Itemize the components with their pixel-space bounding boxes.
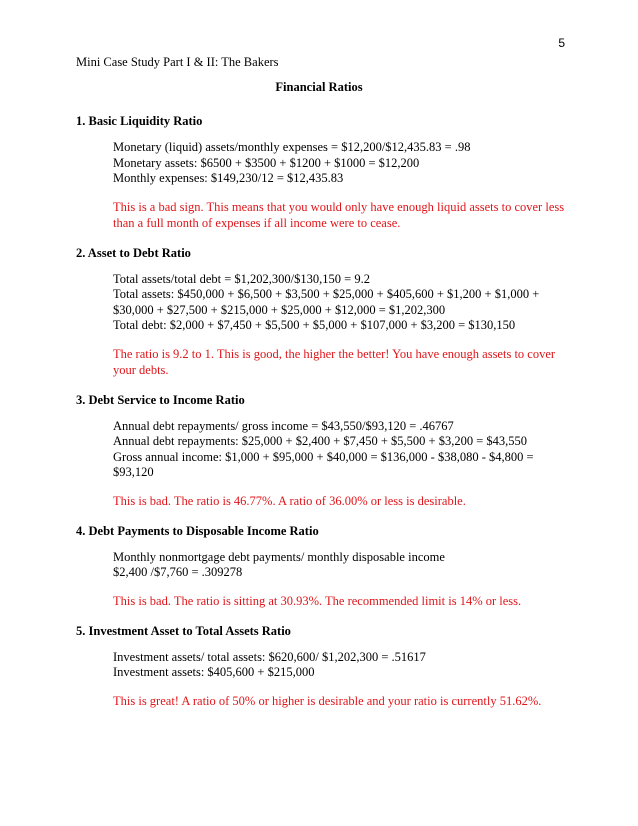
calculation-line: $2,400 /$7,760 = .309278 — [113, 565, 243, 579]
running-head: Mini Case Study Part I & II: The Bakers — [76, 55, 279, 69]
page-number: 5 — [558, 36, 565, 50]
calculation-block — [113, 650, 566, 681]
calculation-block — [113, 272, 566, 334]
calculation-line: Total assets: $450,000 + $6,500 + $3,500 + $25,000 + $405,600 + $1,200 + $1,000 + $30,000 + $27,500 + $215,000 + $25,000 + $12,000 = $1,202,300 — [113, 287, 540, 317]
section-heading: 1. Basic Liquidity Ratio — [76, 114, 203, 128]
section-asset-to-debt-ratio — [76, 245, 566, 378]
calculation-block — [113, 140, 566, 187]
ratio-sections — [76, 99, 566, 709]
calculation-line: Monthly expenses: $149,230/12 = $12,435.83 — [113, 171, 344, 185]
assessment-note: The ratio is 9.2 to 1. This is good, the higher the better! You have enough assets to cover your debts. — [113, 346, 556, 377]
calculation-line: Monthly nonmortgage debt payments/ monthly disposable income — [113, 549, 445, 564]
section-investment-asset-to-total-assets-ratio — [76, 623, 566, 709]
assessment-note: This is great! A ratio of 50% or higher is desirable and your ratio is currently 51.62%. — [113, 693, 542, 708]
assessment-note: This is bad. The ratio is 46.77%. A ratio of 36.00% or less is desirable. — [113, 493, 466, 508]
section-heading: 4. Debt Payments to Disposable Income Ratio — [76, 523, 319, 538]
calculation-line: Total debt: $2,000 + $7,450 + $5,500 + $5,000 + $107,000 + $3,200 = $130,150 — [113, 318, 516, 332]
section-heading: 2. Asset to Debt Ratio — [76, 245, 191, 260]
calculation-line: Monetary (liquid) assets/monthly expenses = $12,200/$12,435.83 = .98 — [113, 140, 471, 154]
calculation-block — [113, 550, 566, 581]
calculation-block — [113, 419, 566, 481]
calculation-line: Annual debt repayments/ gross income = $43,550/$93,120 = .46767 — [113, 418, 454, 433]
section-debt-payments-to-disposable-income-ratio — [76, 523, 566, 609]
section-heading: 5. Investment Asset to Total Assets Ratio — [76, 623, 291, 638]
calculation-line: Investment assets: $405,600 + $215,000 — [113, 665, 315, 679]
section-basic-liquidity-ratio — [76, 113, 566, 231]
section-heading: 3. Debt Service to Income Ratio — [76, 392, 245, 407]
assessment-note: This is bad. The ratio is sitting at 30.93%. The recommended limit is 14% or less. — [113, 593, 522, 608]
section-debt-service-to-income-ratio — [76, 392, 566, 509]
page-title: Financial Ratios — [275, 80, 363, 94]
assessment-note: This is a bad sign. This means that you would only have enough liquid assets to cover less than a full month of expenses if all income were to cease. — [113, 199, 565, 230]
calculation-line: Annual debt repayments: $25,000 + $2,400 + $7,450 + $5,500 + $3,200 = $43,550 — [113, 434, 528, 448]
calculation-line: Gross annual income: $1,000 + $95,000 + $40,000 = $136,000 - $38,080 - $4,800 = $93,120 — [113, 449, 534, 479]
calculation-line: Total assets/total debt = $1,202,300/$130,150 = 9.2 — [113, 271, 370, 286]
calculation-line: Monetary assets: $6500 + $3500 + $1200 + $1000 = $12,200 — [113, 155, 420, 170]
calculation-line: Investment assets/ total assets: $620,600/ $1,202,300 = .51617 — [113, 649, 426, 664]
